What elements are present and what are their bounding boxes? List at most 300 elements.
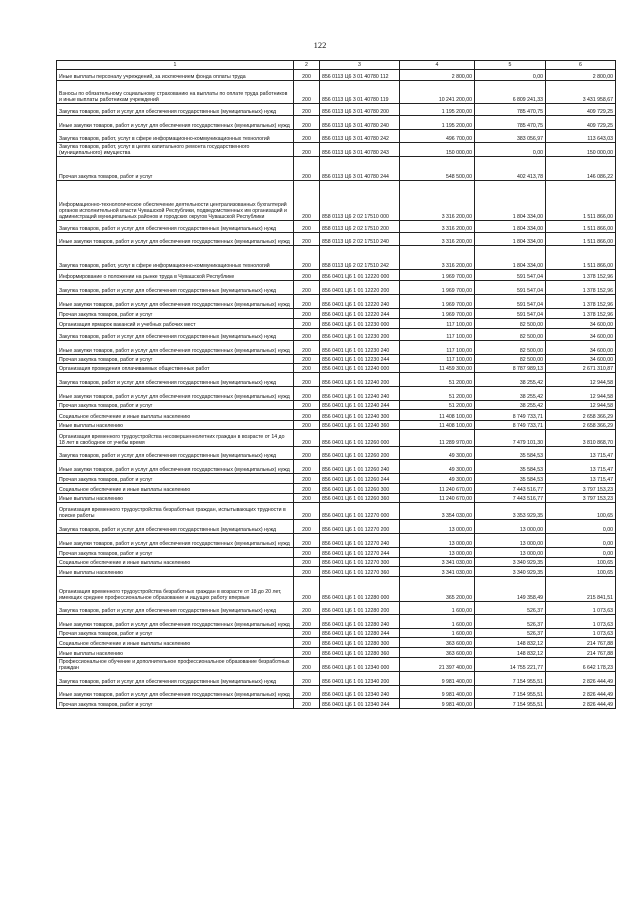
cell-exec: 526,37 bbox=[475, 602, 546, 615]
cell-name: Иные выплаты населению bbox=[57, 567, 294, 577]
table-row bbox=[57, 447, 616, 460]
cell-rest: 100,65 bbox=[546, 503, 616, 520]
cell-plan: 117 100,00 bbox=[400, 329, 475, 341]
cell-plan: 1 600,00 bbox=[400, 602, 475, 615]
cell-rest: 100,65 bbox=[546, 567, 616, 577]
cell-exec: 0,00 bbox=[475, 143, 546, 157]
cell-plan: 496 700,00 bbox=[400, 130, 475, 143]
table-row bbox=[57, 295, 616, 309]
table-row bbox=[57, 430, 616, 447]
cell-type: 200 bbox=[294, 672, 320, 686]
cell-exec: 591 547,04 bbox=[475, 309, 546, 319]
cell-exec: 591 547,04 bbox=[475, 281, 546, 295]
cell-rest: 3 797 153,23 bbox=[546, 484, 616, 494]
cell-rest: 3 431 958,67 bbox=[546, 81, 616, 104]
cell-code: 856 0401 Ц6 1 01 12270 000 bbox=[320, 503, 400, 520]
cell-exec: 38 255,42 bbox=[475, 373, 546, 387]
cell-code: 856 0401 Ц6 1 01 12270 360 bbox=[320, 567, 400, 577]
cell-name: Закупка товаров, работ и услуг для обеспечения государственных (муниципальных) нужд bbox=[57, 281, 294, 295]
cell-rest: 12 944,58 bbox=[546, 373, 616, 387]
cell-plan: 548 500,00 bbox=[400, 157, 475, 181]
cell-plan: 13 000,00 bbox=[400, 548, 475, 558]
table-row bbox=[57, 143, 616, 157]
table-row bbox=[57, 686, 616, 699]
cell-plan: 117 100,00 bbox=[400, 355, 475, 364]
table-row bbox=[57, 319, 616, 329]
table-row bbox=[57, 70, 616, 81]
cell-type: 200 bbox=[294, 686, 320, 699]
cell-plan: 11 459 300,00 bbox=[400, 364, 475, 373]
cell-rest: 1 378 152,96 bbox=[546, 281, 616, 295]
cell-name: Информирование о положении на рынке труда в Чувашской Республике bbox=[57, 270, 294, 281]
table-row bbox=[57, 246, 616, 270]
cell-plan: 1 195 200,00 bbox=[400, 116, 475, 130]
cell-exec: 148 832,12 bbox=[475, 638, 546, 648]
cell-code: 856 0401 Ц6 1 01 12270 240 bbox=[320, 534, 400, 548]
cell-type: 200 bbox=[294, 699, 320, 709]
cell-rest: 1 073,63 bbox=[546, 615, 616, 629]
cell-name: Организация ярмарок вакансий и учебных рабочих мест bbox=[57, 319, 294, 329]
cell-plan: 3 341 030,00 bbox=[400, 558, 475, 567]
cell-plan: 1 600,00 bbox=[400, 629, 475, 638]
cell-type: 200 bbox=[294, 484, 320, 494]
table-row bbox=[57, 270, 616, 281]
cell-plan: 363 600,00 bbox=[400, 638, 475, 648]
cell-exec: 3 340 929,35 bbox=[475, 558, 546, 567]
cell-code: 856 0401 Ц6 1 01 12260 000 bbox=[320, 430, 400, 447]
cell-exec: 148 832,12 bbox=[475, 648, 546, 658]
cell-code: 856 0401 Ц6 1 01 12270 200 bbox=[320, 520, 400, 534]
cell-name: Информационно-технологическое обеспечение деятельности централизованных бухгалтерий органов исполнительной власти Чувашской Республики, подведомственных им организаций и администраций муниципальных районов и городских округов Чувашской Республики bbox=[57, 181, 294, 221]
cell-name: Иные закупки товаров, работ и услуг для обеспечения государственных (муниципальных) нужд bbox=[57, 116, 294, 130]
cell-plan: 9 981 400,00 bbox=[400, 672, 475, 686]
cell-rest: 1 511 866,00 bbox=[546, 221, 616, 233]
cell-name: Иные закупки товаров, работ и услуг для обеспечения государственных (муниципальных) нужд bbox=[57, 460, 294, 474]
cell-plan: 13 000,00 bbox=[400, 520, 475, 534]
cell-name: Социальное обеспечение и иные выплаты населению bbox=[57, 558, 294, 567]
cell-name: Организация проведения оплачиваемых общественных работ bbox=[57, 364, 294, 373]
table-body bbox=[57, 70, 616, 709]
cell-name: Закупка товаров, работ, услуг в сфере информационно-коммуникационных технологий bbox=[57, 130, 294, 143]
cell-name: Закупка товаров, работ и услуг для обеспечения государственных (муниципальных) нужд bbox=[57, 329, 294, 341]
cell-plan: 1 969 700,00 bbox=[400, 295, 475, 309]
cell-rest: 214 767,88 bbox=[546, 648, 616, 658]
cell-exec: 38 255,42 bbox=[475, 387, 546, 401]
cell-name: Иные закупки товаров, работ и услуг для обеспечения государственных (муниципальных) нужд bbox=[57, 534, 294, 548]
cell-type: 200 bbox=[294, 233, 320, 246]
table-row bbox=[57, 341, 616, 355]
cell-type: 200 bbox=[294, 181, 320, 221]
table-row bbox=[57, 548, 616, 558]
cell-type: 200 bbox=[294, 319, 320, 329]
table-row bbox=[57, 602, 616, 615]
cell-rest: 150 000,00 bbox=[546, 143, 616, 157]
cell-exec: 35 584,53 bbox=[475, 447, 546, 460]
column-header: 3 bbox=[320, 61, 400, 70]
table-row bbox=[57, 401, 616, 410]
column-header: 5 bbox=[475, 61, 546, 70]
cell-name: Иные закупки товаров, работ и услуг для обеспечения государственных (муниципальных) нужд bbox=[57, 341, 294, 355]
column-header: 4 bbox=[400, 61, 475, 70]
cell-rest: 34 600,00 bbox=[546, 319, 616, 329]
cell-name: Прочая закупка товаров, работ и услуг bbox=[57, 474, 294, 484]
cell-name: Иные закупки товаров, работ и услуг для обеспечения государственных (муниципальных) нужд bbox=[57, 686, 294, 699]
cell-code: 856 0401 Ц6 1 01 12340 240 bbox=[320, 686, 400, 699]
cell-rest: 3 797 153,23 bbox=[546, 494, 616, 503]
cell-code: 858 0113 Ц6 2 02 17510 240 bbox=[320, 233, 400, 246]
cell-code: 856 0401 Ц6 1 01 12230 240 bbox=[320, 341, 400, 355]
table-row bbox=[57, 181, 616, 221]
cell-name: Иные выплаты населению bbox=[57, 648, 294, 658]
cell-type: 200 bbox=[294, 246, 320, 270]
table-header-row bbox=[57, 61, 616, 70]
cell-plan: 3 316 200,00 bbox=[400, 221, 475, 233]
cell-exec: 0,00 bbox=[475, 70, 546, 81]
cell-rest: 146 086,22 bbox=[546, 157, 616, 181]
cell-rest: 0,00 bbox=[546, 548, 616, 558]
cell-plan: 1 969 700,00 bbox=[400, 270, 475, 281]
cell-code: 856 0401 Ц6 1 01 12340 244 bbox=[320, 699, 400, 709]
cell-plan: 1 600,00 bbox=[400, 615, 475, 629]
cell-type: 200 bbox=[294, 70, 320, 81]
table-row bbox=[57, 329, 616, 341]
cell-exec: 82 500,00 bbox=[475, 319, 546, 329]
cell-rest: 100,65 bbox=[546, 558, 616, 567]
cell-rest: 1 511 866,00 bbox=[546, 181, 616, 221]
cell-type: 200 bbox=[294, 410, 320, 421]
cell-name: Иные выплаты населению bbox=[57, 494, 294, 503]
cell-rest: 2 826 444,49 bbox=[546, 686, 616, 699]
cell-name: Закупка товаров, работ, услуг в целях капитального ремонта государственного (муниципального) имущества bbox=[57, 143, 294, 157]
cell-exec: 3 353 929,35 bbox=[475, 503, 546, 520]
cell-exec: 13 000,00 bbox=[475, 548, 546, 558]
cell-code: 856 0113 Ц6 3 01 40780 240 bbox=[320, 116, 400, 130]
cell-type: 200 bbox=[294, 548, 320, 558]
cell-name: Иные выплаты населению bbox=[57, 421, 294, 430]
cell-code: 856 0401 Ц6 1 01 12280 300 bbox=[320, 638, 400, 648]
cell-name: Прочая закупка товаров, работ и услуг bbox=[57, 548, 294, 558]
table-row bbox=[57, 281, 616, 295]
cell-plan: 13 000,00 bbox=[400, 534, 475, 548]
cell-rest: 3 810 868,70 bbox=[546, 430, 616, 447]
cell-plan: 150 000,00 bbox=[400, 143, 475, 157]
cell-code: 858 0113 Ц6 2 02 17510 200 bbox=[320, 221, 400, 233]
cell-exec: 7 154 955,51 bbox=[475, 672, 546, 686]
cell-type: 200 bbox=[294, 157, 320, 181]
cell-exec: 7 443 516,77 bbox=[475, 494, 546, 503]
cell-type: 200 bbox=[294, 474, 320, 484]
cell-rest: 2 671 310,87 bbox=[546, 364, 616, 373]
cell-code: 856 0401 Ц6 1 01 12240 240 bbox=[320, 387, 400, 401]
cell-plan: 3 316 200,00 bbox=[400, 246, 475, 270]
cell-type: 200 bbox=[294, 116, 320, 130]
table-row bbox=[57, 157, 616, 181]
cell-exec: 526,37 bbox=[475, 615, 546, 629]
cell-code: 858 0113 Ц6 2 02 17510 000 bbox=[320, 181, 400, 221]
cell-exec: 1 804 334,00 bbox=[475, 246, 546, 270]
cell-exec: 82 500,00 bbox=[475, 355, 546, 364]
cell-rest: 1 073,63 bbox=[546, 602, 616, 615]
cell-type: 200 bbox=[294, 270, 320, 281]
cell-exec: 7 479 101,30 bbox=[475, 430, 546, 447]
cell-plan: 51 200,00 bbox=[400, 373, 475, 387]
table-row bbox=[57, 520, 616, 534]
cell-code: 856 0401 Ц6 1 01 12260 360 bbox=[320, 494, 400, 503]
cell-rest: 113 643,03 bbox=[546, 130, 616, 143]
cell-rest: 1 378 152,96 bbox=[546, 309, 616, 319]
cell-name: Взносы по обязательному социальному страхованию на выплаты по оплате труда работников и иные выплаты работникам учреждений bbox=[57, 81, 294, 104]
cell-type: 200 bbox=[294, 104, 320, 116]
cell-exec: 785 470,75 bbox=[475, 104, 546, 116]
cell-rest: 1 511 866,00 bbox=[546, 233, 616, 246]
cell-code: 856 0113 Ц6 3 01 40780 112 bbox=[320, 70, 400, 81]
cell-rest: 13 715,47 bbox=[546, 447, 616, 460]
cell-code: 856 0401 Ц6 1 01 12220 244 bbox=[320, 309, 400, 319]
cell-code: 856 0401 Ц6 1 01 12220 000 bbox=[320, 270, 400, 281]
cell-code: 856 0113 Ц6 3 01 40780 200 bbox=[320, 104, 400, 116]
cell-exec: 402 413,78 bbox=[475, 157, 546, 181]
cell-plan: 49 300,00 bbox=[400, 460, 475, 474]
cell-plan: 3 354 030,00 bbox=[400, 503, 475, 520]
table-row bbox=[57, 648, 616, 658]
cell-name: Закупка товаров, работ и услуг для обеспечения государственных (муниципальных) нужд bbox=[57, 672, 294, 686]
table-row bbox=[57, 567, 616, 577]
cell-type: 200 bbox=[294, 355, 320, 364]
cell-type: 200 bbox=[294, 615, 320, 629]
cell-code: 856 0401 Ц6 1 01 12270 300 bbox=[320, 558, 400, 567]
cell-code: 858 0113 Ц6 2 02 17510 242 bbox=[320, 246, 400, 270]
table-row bbox=[57, 558, 616, 567]
table-row bbox=[57, 484, 616, 494]
cell-code: 856 0401 Ц6 1 01 12240 244 bbox=[320, 401, 400, 410]
cell-type: 200 bbox=[294, 430, 320, 447]
cell-name: Закупка товаров, работ и услуг для обеспечения государственных (муниципальных) нужд bbox=[57, 602, 294, 615]
cell-type: 200 bbox=[294, 638, 320, 648]
cell-code: 856 0401 Ц6 1 01 12240 300 bbox=[320, 410, 400, 421]
table-row bbox=[57, 364, 616, 373]
budget-table bbox=[56, 60, 616, 709]
cell-rest: 6 642 178,23 bbox=[546, 658, 616, 672]
cell-name: Иные закупки товаров, работ и услуг для обеспечения государственных (муниципальных) нужд bbox=[57, 295, 294, 309]
cell-code: 856 0401 Ц6 1 01 12280 000 bbox=[320, 577, 400, 602]
cell-code: 856 0113 Ц6 3 01 40780 242 bbox=[320, 130, 400, 143]
cell-name: Социальное обеспечение и иные выплаты населению bbox=[57, 410, 294, 421]
cell-name: Иные закупки товаров, работ и услуг для обеспечения государственных (муниципальных) нужд bbox=[57, 233, 294, 246]
table-row bbox=[57, 494, 616, 503]
cell-name: Профессиональное обучение и дополнительное профессиональное образование безработных граждан bbox=[57, 658, 294, 672]
table-row bbox=[57, 658, 616, 672]
cell-type: 200 bbox=[294, 373, 320, 387]
cell-exec: 1 804 334,00 bbox=[475, 233, 546, 246]
cell-name: Закупка товаров, работ, услуг в сфере информационно-коммуникационных технологий bbox=[57, 246, 294, 270]
cell-exec: 6 809 241,33 bbox=[475, 81, 546, 104]
cell-name: Организация временного трудоустройства безработных граждан в возрасте от 18 до 20 лет, имеющих среднее профессиональное образование и ищущих работу впервые bbox=[57, 577, 294, 602]
cell-name: Организация временного трудоустройства безработных граждан, испытывающих трудности в поиске работы bbox=[57, 503, 294, 520]
cell-exec: 7 154 955,51 bbox=[475, 699, 546, 709]
cell-code: 856 0401 Ц6 1 01 12230 200 bbox=[320, 329, 400, 341]
cell-code: 856 0401 Ц6 1 01 12280 244 bbox=[320, 629, 400, 638]
cell-type: 200 bbox=[294, 421, 320, 430]
cell-rest: 34 600,00 bbox=[546, 329, 616, 341]
cell-exec: 8 749 733,71 bbox=[475, 421, 546, 430]
cell-plan: 117 100,00 bbox=[400, 319, 475, 329]
cell-type: 200 bbox=[294, 387, 320, 401]
cell-code: 856 0401 Ц6 1 01 12340 000 bbox=[320, 658, 400, 672]
table-row bbox=[57, 460, 616, 474]
cell-code: 856 0113 Ц6 3 01 40780 244 bbox=[320, 157, 400, 181]
cell-type: 200 bbox=[294, 341, 320, 355]
table-row bbox=[57, 130, 616, 143]
table-row bbox=[57, 672, 616, 686]
cell-type: 200 bbox=[294, 401, 320, 410]
cell-name: Социальное обеспечение и иные выплаты населению bbox=[57, 484, 294, 494]
table-row bbox=[57, 410, 616, 421]
cell-rest: 2 826 444,49 bbox=[546, 672, 616, 686]
cell-name: Прочая закупка товаров, работ и услуг bbox=[57, 401, 294, 410]
table-row bbox=[57, 387, 616, 401]
cell-name: Прочая закупка товаров, работ и услуг bbox=[57, 355, 294, 364]
cell-name: Иные выплаты персоналу учреждений, за исключением фонда оплаты труда bbox=[57, 70, 294, 81]
cell-type: 200 bbox=[294, 460, 320, 474]
cell-rest: 2 826 444,49 bbox=[546, 699, 616, 709]
cell-plan: 363 600,00 bbox=[400, 648, 475, 658]
cell-plan: 11 240 670,00 bbox=[400, 484, 475, 494]
table-row bbox=[57, 104, 616, 116]
cell-exec: 13 000,00 bbox=[475, 534, 546, 548]
cell-name: Иные закупки товаров, работ и услуг для обеспечения государственных (муниципальных) нужд bbox=[57, 615, 294, 629]
page-number: 122 bbox=[313, 40, 327, 50]
table-row bbox=[57, 355, 616, 364]
cell-rest: 13 715,47 bbox=[546, 474, 616, 484]
cell-plan: 11 408 100,00 bbox=[400, 410, 475, 421]
cell-exec: 526,37 bbox=[475, 629, 546, 638]
cell-code: 856 0401 Ц6 1 01 12260 244 bbox=[320, 474, 400, 484]
cell-plan: 3 316 200,00 bbox=[400, 181, 475, 221]
cell-code: 856 0113 Ц6 3 01 40780 243 bbox=[320, 143, 400, 157]
cell-type: 200 bbox=[294, 602, 320, 615]
cell-plan: 1 195 200,00 bbox=[400, 104, 475, 116]
cell-code: 856 0401 Ц6 1 01 12240 200 bbox=[320, 373, 400, 387]
cell-type: 200 bbox=[294, 577, 320, 602]
cell-code: 856 0401 Ц6 1 01 12240 360 bbox=[320, 421, 400, 430]
cell-type: 200 bbox=[294, 295, 320, 309]
cell-rest: 2 658 366,29 bbox=[546, 421, 616, 430]
cell-type: 200 bbox=[294, 329, 320, 341]
cell-rest: 214 767,88 bbox=[546, 638, 616, 648]
table-row bbox=[57, 233, 616, 246]
cell-name: Организация временного трудоустройства несовершеннолетних граждан в возрасте от 14 до 18 лет в свободное от учебы время bbox=[57, 430, 294, 447]
cell-code: 856 0401 Ц6 1 01 12270 244 bbox=[320, 548, 400, 558]
table-row bbox=[57, 638, 616, 648]
table-row bbox=[57, 309, 616, 319]
cell-code: 856 0401 Ц6 1 01 12240 000 bbox=[320, 364, 400, 373]
cell-plan: 49 300,00 bbox=[400, 474, 475, 484]
cell-exec: 591 547,04 bbox=[475, 295, 546, 309]
cell-code: 856 0401 Ц6 1 01 12260 300 bbox=[320, 484, 400, 494]
cell-exec: 7 154 955,51 bbox=[475, 686, 546, 699]
cell-exec: 35 584,53 bbox=[475, 474, 546, 484]
cell-code: 856 0401 Ц6 1 01 12220 200 bbox=[320, 281, 400, 295]
cell-exec: 383 056,97 bbox=[475, 130, 546, 143]
column-header: 2 bbox=[294, 61, 320, 70]
cell-rest: 34 600,00 bbox=[546, 355, 616, 364]
cell-type: 200 bbox=[294, 520, 320, 534]
cell-rest: 409 729,25 bbox=[546, 116, 616, 130]
cell-type: 200 bbox=[294, 143, 320, 157]
cell-rest: 1 378 152,96 bbox=[546, 270, 616, 281]
cell-code: 856 0401 Ц6 1 01 12230 000 bbox=[320, 319, 400, 329]
cell-code: 856 0401 Ц6 1 01 12230 244 bbox=[320, 355, 400, 364]
cell-plan: 2 800,00 bbox=[400, 70, 475, 81]
cell-rest: 215 841,51 bbox=[546, 577, 616, 602]
cell-plan: 117 100,00 bbox=[400, 341, 475, 355]
cell-name: Закупка товаров, работ и услуг для обеспечения государственных (муниципальных) нужд bbox=[57, 104, 294, 116]
cell-plan: 51 200,00 bbox=[400, 387, 475, 401]
cell-plan: 11 408 100,00 bbox=[400, 421, 475, 430]
table-row bbox=[57, 474, 616, 484]
cell-exec: 14 755 221,77 bbox=[475, 658, 546, 672]
cell-type: 200 bbox=[294, 130, 320, 143]
cell-type: 200 bbox=[294, 503, 320, 520]
cell-plan: 9 981 400,00 bbox=[400, 686, 475, 699]
cell-name: Прочая закупка товаров, работ и услуг bbox=[57, 309, 294, 319]
cell-rest: 1 378 152,96 bbox=[546, 295, 616, 309]
cell-code: 856 0401 Ц6 1 01 12280 200 bbox=[320, 602, 400, 615]
cell-name: Прочая закупка товаров, работ и услуг bbox=[57, 629, 294, 638]
table-row bbox=[57, 373, 616, 387]
cell-rest: 0,00 bbox=[546, 520, 616, 534]
cell-plan: 49 300,00 bbox=[400, 447, 475, 460]
cell-exec: 1 804 334,00 bbox=[475, 221, 546, 233]
cell-type: 200 bbox=[294, 658, 320, 672]
cell-name: Закупка товаров, работ и услуг для обеспечения государственных (муниципальных) нужд bbox=[57, 373, 294, 387]
cell-type: 200 bbox=[294, 364, 320, 373]
column-header: 1 bbox=[57, 61, 294, 70]
table-row bbox=[57, 116, 616, 130]
cell-plan: 3 341 030,00 bbox=[400, 567, 475, 577]
cell-type: 200 bbox=[294, 221, 320, 233]
cell-rest: 12 944,58 bbox=[546, 387, 616, 401]
table-row bbox=[57, 534, 616, 548]
cell-rest: 1 073,63 bbox=[546, 629, 616, 638]
cell-code: 856 0401 Ц6 1 01 12260 240 bbox=[320, 460, 400, 474]
cell-exec: 8 787 989,13 bbox=[475, 364, 546, 373]
table-row bbox=[57, 615, 616, 629]
cell-rest: 2 800,00 bbox=[546, 70, 616, 81]
cell-exec: 38 255,42 bbox=[475, 401, 546, 410]
table-row bbox=[57, 221, 616, 233]
cell-plan: 21 397 400,00 bbox=[400, 658, 475, 672]
cell-plan: 11 240 670,00 bbox=[400, 494, 475, 503]
cell-exec: 13 000,00 bbox=[475, 520, 546, 534]
cell-rest: 2 658 366,29 bbox=[546, 410, 616, 421]
cell-code: 856 0401 Ц6 1 01 12280 240 bbox=[320, 615, 400, 629]
cell-plan: 3 316 200,00 bbox=[400, 233, 475, 246]
cell-plan: 1 969 700,00 bbox=[400, 281, 475, 295]
cell-rest: 13 715,47 bbox=[546, 460, 616, 474]
cell-name: Прочая закупка товаров, работ и услуг bbox=[57, 157, 294, 181]
cell-type: 200 bbox=[294, 534, 320, 548]
cell-type: 200 bbox=[294, 648, 320, 658]
cell-code: 856 0401 Ц6 1 01 12260 200 bbox=[320, 447, 400, 460]
cell-type: 200 bbox=[294, 309, 320, 319]
cell-rest: 34 600,00 bbox=[546, 341, 616, 355]
cell-exec: 3 340 929,35 bbox=[475, 567, 546, 577]
cell-plan: 1 969 700,00 bbox=[400, 309, 475, 319]
cell-name: Прочая закупка товаров, работ и услуг bbox=[57, 699, 294, 709]
cell-name: Закупка товаров, работ и услуг для обеспечения государственных (муниципальных) нужд bbox=[57, 221, 294, 233]
table-row bbox=[57, 699, 616, 709]
